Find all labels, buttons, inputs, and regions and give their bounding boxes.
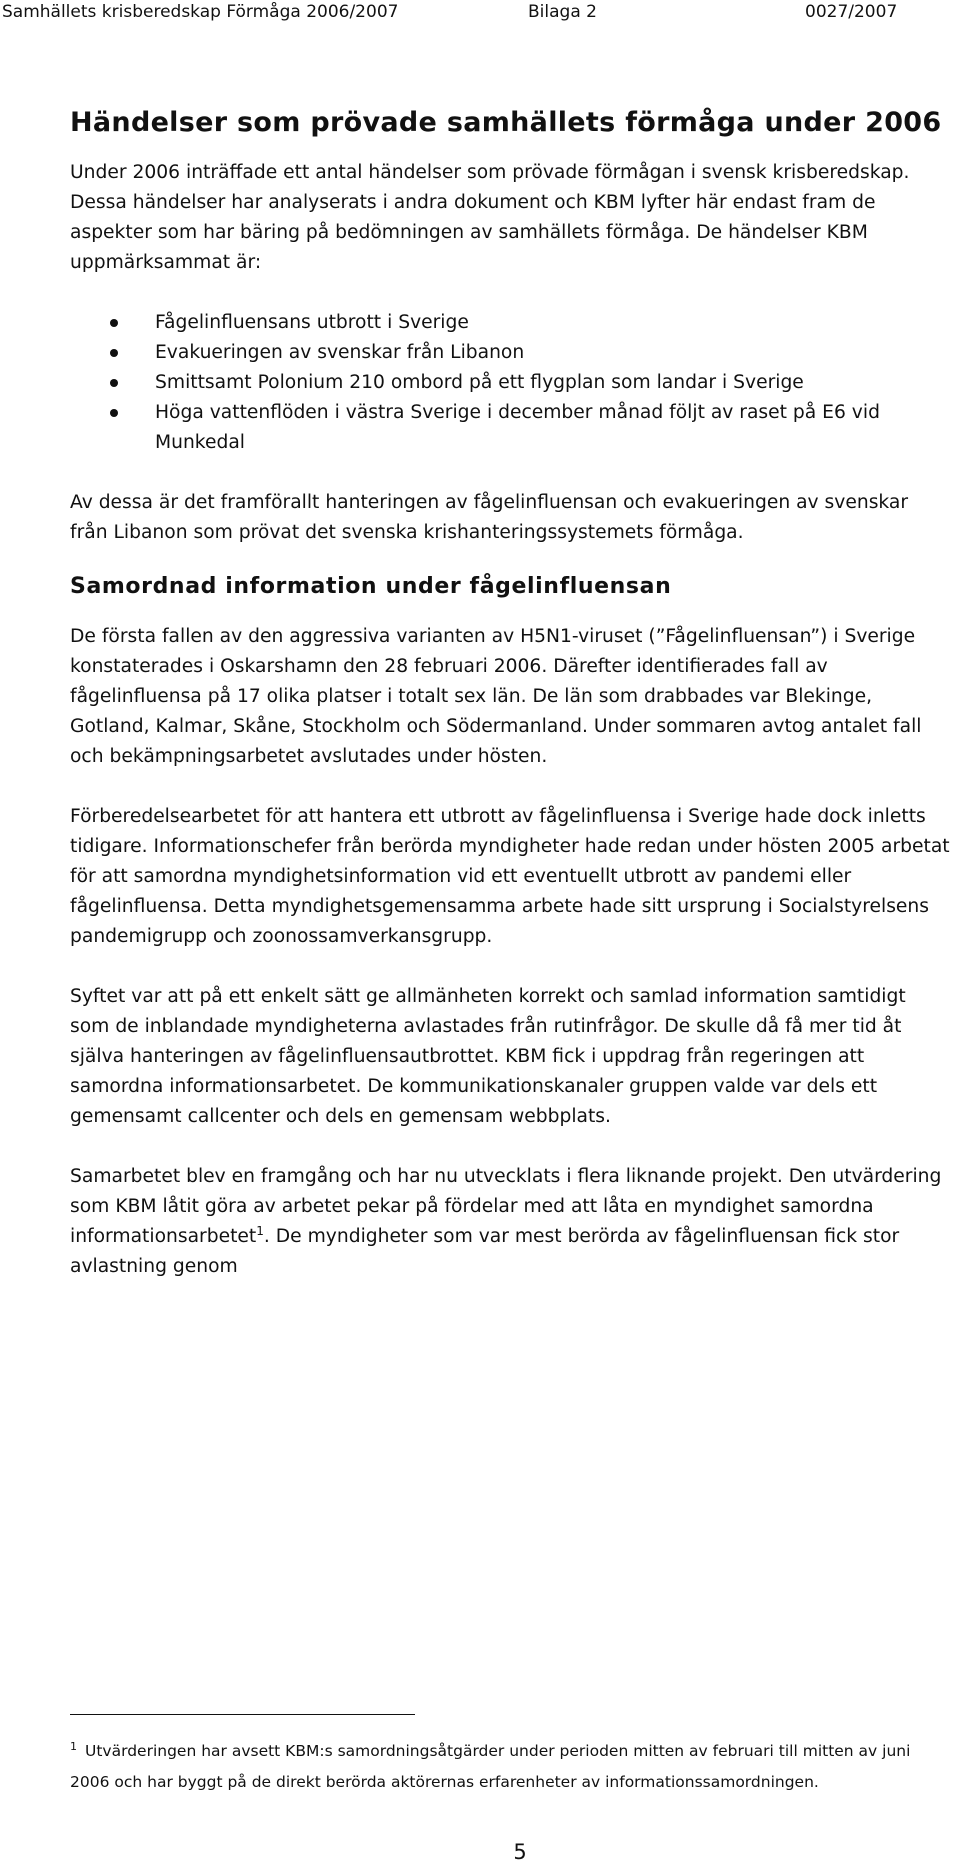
list-item-text: Höga vattenflöden i västra Sverige i december månad följt av raset på E6 vid Munkedal bbox=[155, 402, 880, 453]
paragraph-text-end: . De myndigheter som var mest berörda av fågelinfluensan fick stor avlastning genom bbox=[70, 1226, 900, 1277]
page-content bbox=[70, 104, 950, 1282]
running-header bbox=[0, 0, 960, 24]
summary-paragraph: Av dessa är det framförallt hanteringen av fågelinfluensan och evakueringen av svenskar från Libanon som prövat det svenska krishanteringssystemets förmåga. bbox=[70, 492, 909, 543]
header-appendix-label: Bilaga 2 bbox=[528, 2, 597, 22]
bullet-icon bbox=[110, 319, 118, 327]
list-item bbox=[70, 398, 950, 458]
list-item-text: Fågelinfluensans utbrott i Sverige bbox=[155, 312, 469, 333]
bullet-icon bbox=[110, 409, 118, 417]
list-item bbox=[70, 338, 950, 368]
list-item-text: Smittsamt Polonium 210 ombord på ett flygplan som landar i Sverige bbox=[155, 372, 804, 393]
header-document-number: 0027/2007 bbox=[805, 2, 898, 22]
header-document-title: Samhällets krisberedskap Förmåga 2006/2007 bbox=[2, 2, 399, 22]
body-paragraph-with-footnote bbox=[70, 1162, 950, 1282]
section-heading-bird-flu: Samordnad information under fågelinfluensan bbox=[70, 574, 672, 599]
bullet-icon bbox=[110, 379, 118, 387]
page-number: 5 bbox=[513, 1840, 527, 1864]
list-item bbox=[70, 308, 950, 338]
bullet-icon bbox=[110, 349, 118, 357]
events-list bbox=[70, 308, 950, 458]
intro-paragraph: Under 2006 inträffade ett antal händelser som prövade förmågan i svensk krisberedskap. Dessa händelser har analyserats i andra dokument och KBM lyfter här endast fram de aspekter som har bäring på bedömningen av samhällets förmåga. De händelser KBM uppmärksammat är: bbox=[70, 162, 910, 273]
paragraph-text-start: Samarbetet blev en framgång och har nu utvecklats i flera liknande projekt. Den utvärdering som KBM låtit göra av arbetet pekar på fördelar med att låta en myndighet samordna informationsarbetet bbox=[70, 1166, 942, 1247]
body-paragraph: Förberedelsearbetet för att hantera ett utbrott av fågelinfluensa i Sverige hade dock inletts tidigare. Informationschefer från berörda myndigheter hade redan under hösten 2005 arbetat för att samordna myndighetsinformation vid ett eventuellt utbrott av pandemi eller fågelinfluensa. Detta myndighetsgemensamma arbete hade sitt ursprung i Socialstyrelsens pandemigrupp och zoonossamverkansgrupp. bbox=[70, 806, 950, 947]
footnote-separator bbox=[70, 1714, 415, 1715]
list-item-text: Evakueringen av svenskar från Libanon bbox=[155, 342, 525, 363]
footnote bbox=[70, 1736, 950, 1798]
footnote-text: Utvärderingen har avsett KBM:s samordningsåtgärder under perioden mitten av februari till mitten av juni 2006 och har byggt på de direkt berörda aktörernas erfarenheter av informationssamordningen. bbox=[70, 1742, 911, 1791]
section-heading-events: Händelser som prövade samhällets förmåga under 2006 bbox=[70, 107, 942, 138]
footnote-reference[interactable]: 1 bbox=[256, 1223, 264, 1238]
body-paragraph: De första fallen av den aggressiva varianten av H5N1-viruset (”Fågelinfluensan”) i Sverige konstaterades i Oskarshamn den 28 februari 2006. Därefter identifierades fall av fågelinfluensa på 17 olika platser i totalt sex län. De län som drabbades var Blekinge, Gotland, Kalmar, Skåne, Stockholm och Södermanland. Under sommaren avtog antalet fall och bekämpningsarbetet avslutades under hösten. bbox=[70, 626, 922, 767]
list-item bbox=[70, 368, 950, 398]
body-paragraph: Syftet var att på ett enkelt sätt ge allmänheten korrekt och samlad information samtidigt som de inblandade myndigheterna avlastades från rutinfrågor. De skulle då få mer tid åt själva hanteringen av fågelinfluensautbrottet. KBM fick i uppdrag från regeringen att samordna informationsarbetet. De kommunikationskanaler gruppen valde var dels ett gemensamt callcenter och dels en gemensam webbplats. bbox=[70, 986, 906, 1127]
footnote-number: 1 bbox=[70, 1739, 77, 1753]
